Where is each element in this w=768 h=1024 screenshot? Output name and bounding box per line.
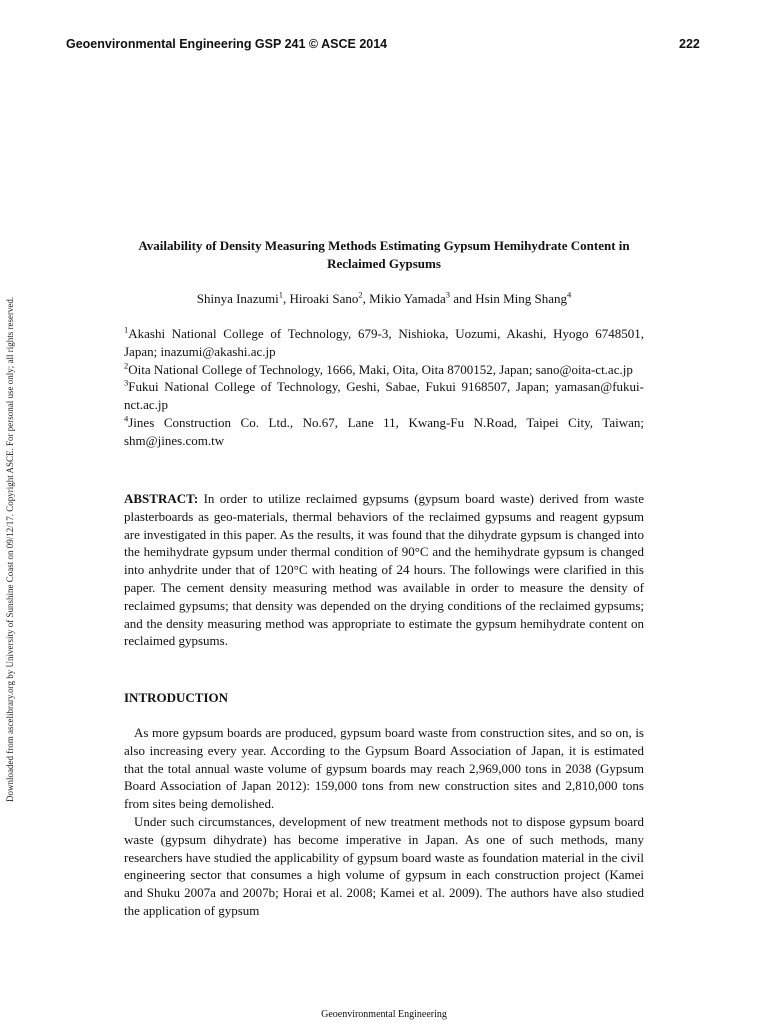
affiliation-item [124,361,644,379]
author-affiliation-mark: 1 [278,289,283,300]
author-separator: , [282,291,290,306]
abstract-text: In order to utilize reclaimed gypsums (gypsum board waste) derived from waste plasterboards as geo-materials, thermal behaviors of the reclaimed gypsums and reagent gypsum are investigated in this paper. As the results, it was found that the dihydrate gypsum is changed into the hemihydrate gypsum under thermal condition of 90°C and the hemihydrate gypsum is changed into anhydrite under that of 120°C with heating of 24 hours. The followings were clarified in this paper. The cement density measuring method was available in order to measure the density of reclaimed gypsums; that density was depended on the drying conditions of the reclaimed gypsums; and the density measuring method was appropriate to estimate the gypsum hemihydrate content on reclaimed gypsums. [124,491,644,649]
affiliation-mark: 1 [124,324,129,335]
author-name: Hiroaki Sano [289,291,359,306]
page-footer: Geoenvironmental Engineering [321,1009,447,1020]
author-name: Shinya Inazumi [196,291,279,306]
author-separator: , [362,291,370,306]
author-affiliation-mark: 4 [567,289,572,300]
body-paragraph: As more gypsum boards are produced, gypsum board waste from construction sites, and so on, is also increasing every year. According to the Gypsum Board Association of Japan, it is estimated that the total annual waste volume of gypsum boards may reach 2,969,000 tons in 2038 (Gypsum Board Association of Japan 2012): 159,000 tons from new construction sites and 2,810,000 tons from sites being demolished. [124,725,644,812]
introduction-heading: INTRODUCTION [124,690,229,705]
author-list [124,290,644,307]
affiliation-item [124,378,644,414]
author-affiliation-mark: 2 [358,289,363,300]
running-header: Geoenvironmental Engineering GSP 241 © ASCE 2014 [66,37,388,51]
download-notice: Downloaded from ascelibrary.org by University of Sunshine Coast on 09/12/17. Copyright ASCE. For personal use only; all rights reserved. [5,296,15,802]
affiliation-text: Akashi National College of Technology, 679-3, Nishioka, Uozumi, Akashi, Hyogo 6748501, Japan; inazumi@akashi.ac.jp [124,326,644,359]
author-name: Mikio Yamada [369,291,446,306]
affiliation-mark: 4 [124,413,129,424]
paper-title: Availability of Density Measuring Methods Estimating Gypsum Hemihydrate Content in Reclaimed Gypsums [138,238,630,271]
abstract-label: ABSTRACT: [124,491,199,506]
affiliation-mark: 2 [124,360,129,371]
body-paragraph: Under such circumstances, development of new treatment methods not to dispose gypsum board waste (gypsum dihydrate) has become imperative in Japan. As one of such methods, many researchers have studied the applicability of gypsum board waste as foundation material in the civil engineering sector that consumes a high volume of gypsum in each construction project (Kamei and Shuku 2007a and 2007b; Horai et al. 2008; Kamei et al. 2009). The authors have also studied the application of gypsum [124,813,644,918]
affiliations [124,325,644,450]
affiliation-text: Oita National College of Technology, 1666, Maki, Oita, Oita 8700152, Japan; sano@oita-ct.ac.jp [128,361,633,377]
affiliation-text: Fukui National College of Technology, Geshi, Sabae, Fukui 9168507, Japan; yamasan@fukui-nct.ac.jp [124,379,644,413]
page-number: 222 [679,37,700,51]
introduction-body [124,724,644,920]
author-separator: and [449,291,476,306]
affiliation-item [124,414,644,450]
author-affiliation-mark: 3 [445,289,450,300]
affiliation-text: Jines Construction Co. Ltd., No.67, Lane 11, Kwang-Fu N.Road, Taipei City, Taiwan; shm@jines.com.tw [124,414,644,448]
abstract [124,490,644,650]
author-name: Hsin Ming Shang [475,291,567,306]
affiliation-mark: 3 [124,378,129,389]
affiliation-item [124,325,644,361]
